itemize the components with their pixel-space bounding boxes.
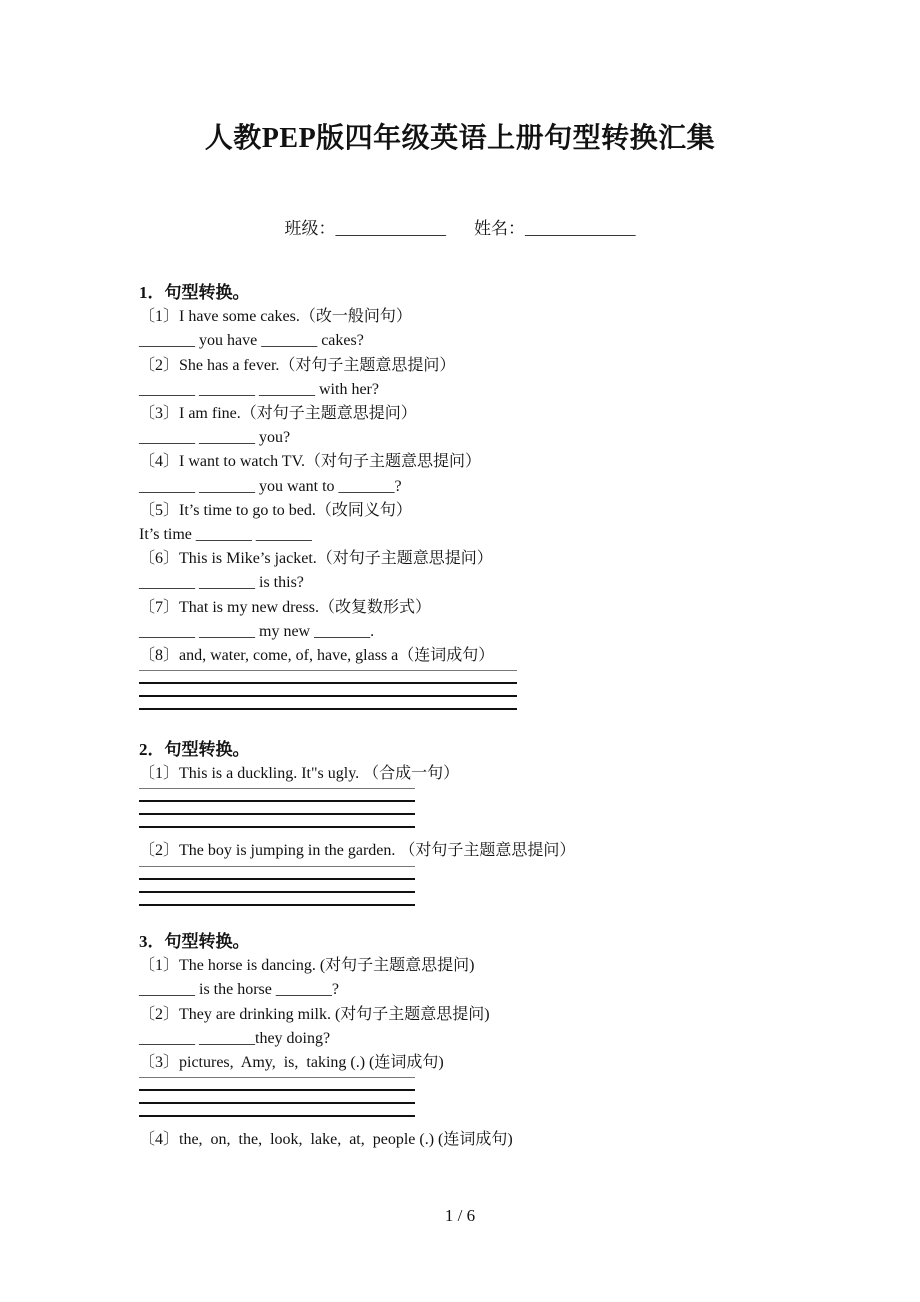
answer-line-1-4[interactable]: _______ _______ you want to _______? (139, 477, 402, 495)
writing-rule (139, 904, 415, 906)
writing-rule (139, 788, 415, 789)
answer-rules-1-8[interactable] (139, 668, 779, 710)
answer-line-1-2[interactable]: _______ _______ _______ with her? (139, 380, 379, 398)
writing-rule (139, 826, 415, 828)
question-2-1: 〔1〕This is a duckling. It"s ugly. （合成一句） (139, 765, 460, 783)
question-1-5: 〔5〕It’s time to go to bed.（改同义句） (139, 501, 412, 519)
answer-line-3-1[interactable]: _______ is the horse _______? (139, 981, 339, 999)
writing-rule (139, 813, 415, 815)
page-title: 人教PEP版四年级英语上册句型转换汇集 (204, 123, 716, 154)
section-3 (139, 930, 779, 1152)
writing-rule (139, 1102, 415, 1104)
question-1-8: 〔8〕and, water, come, of, have, glass a（连词成句） (139, 647, 495, 665)
writing-rule (139, 866, 415, 867)
class-field[interactable]: _____________ (335, 219, 446, 238)
question-1-3: 〔3〕I am fine.（对句子主题意思提问） (139, 405, 417, 423)
answer-line-1-7[interactable]: _______ _______ my new _______. (139, 622, 375, 640)
question-3-1: 〔1〕The horse is dancing. (对句子主题意思提问) (139, 957, 475, 975)
question-1-6: 〔6〕This is Mike’s jacket.（对句子主题意思提问） (139, 550, 493, 568)
answer-line-1-1[interactable]: _______ you have _______ cakes? (139, 332, 364, 350)
name-label: 姓名： (474, 219, 525, 238)
writing-rule (139, 800, 415, 802)
writing-rule (139, 682, 517, 684)
answer-rules-2-2[interactable] (139, 864, 779, 906)
question-3-2: 〔2〕They are drinking milk. (对句子主题意思提问) (139, 1005, 490, 1023)
answer-line-3-2[interactable]: _______ _______they doing? (139, 1029, 331, 1047)
writing-rule (139, 695, 517, 697)
question-3-3: 〔3〕pictures, Amy, is, taking (.) (连词成句) (139, 1054, 444, 1072)
question-1-2: 〔2〕She has a fever.（对句子主题意思提问） (139, 356, 456, 374)
name-field[interactable]: _____________ (525, 219, 636, 238)
answer-line-1-6[interactable]: _______ _______ is this? (139, 574, 304, 592)
answer-rules-2-1[interactable] (139, 786, 779, 828)
question-1-1: 〔1〕I have some cakes.（改一般问句） (139, 308, 412, 326)
question-3-4: 〔4〕the, on, the, look, lake, at, people (.) (连词成句) (139, 1131, 513, 1149)
answer-line-1-3[interactable]: _______ _______ you? (139, 429, 291, 447)
section-heading: 2．句型转换。 (139, 740, 250, 759)
writing-rule (139, 708, 517, 710)
class-label: 班级： (284, 219, 336, 238)
writing-rule (139, 1077, 415, 1078)
page-number: 1 / 6 (444, 1206, 476, 1225)
question-1-4: 〔4〕I want to watch TV.（对句子主题意思提问） (139, 453, 482, 471)
writing-rule (139, 1089, 415, 1091)
section-heading: 1．句型转换。 (139, 283, 250, 302)
answer-line-1-5[interactable]: It’s time _______ _______ (139, 526, 312, 544)
question-2-2: 〔2〕The boy is jumping in the garden. （对句子主题意思提问） (139, 842, 576, 860)
writing-rule (139, 670, 517, 671)
writing-rule (139, 1115, 415, 1117)
student-info (0, 214, 920, 239)
section-2 (139, 738, 779, 917)
answer-rules-3-3[interactable] (139, 1075, 779, 1117)
section-1 (139, 281, 779, 721)
question-1-7: 〔7〕That is my new dress.（改复数形式） (139, 598, 431, 616)
writing-rule (139, 878, 415, 880)
section-heading: 3．句型转换。 (139, 932, 250, 951)
writing-rule (139, 891, 415, 893)
